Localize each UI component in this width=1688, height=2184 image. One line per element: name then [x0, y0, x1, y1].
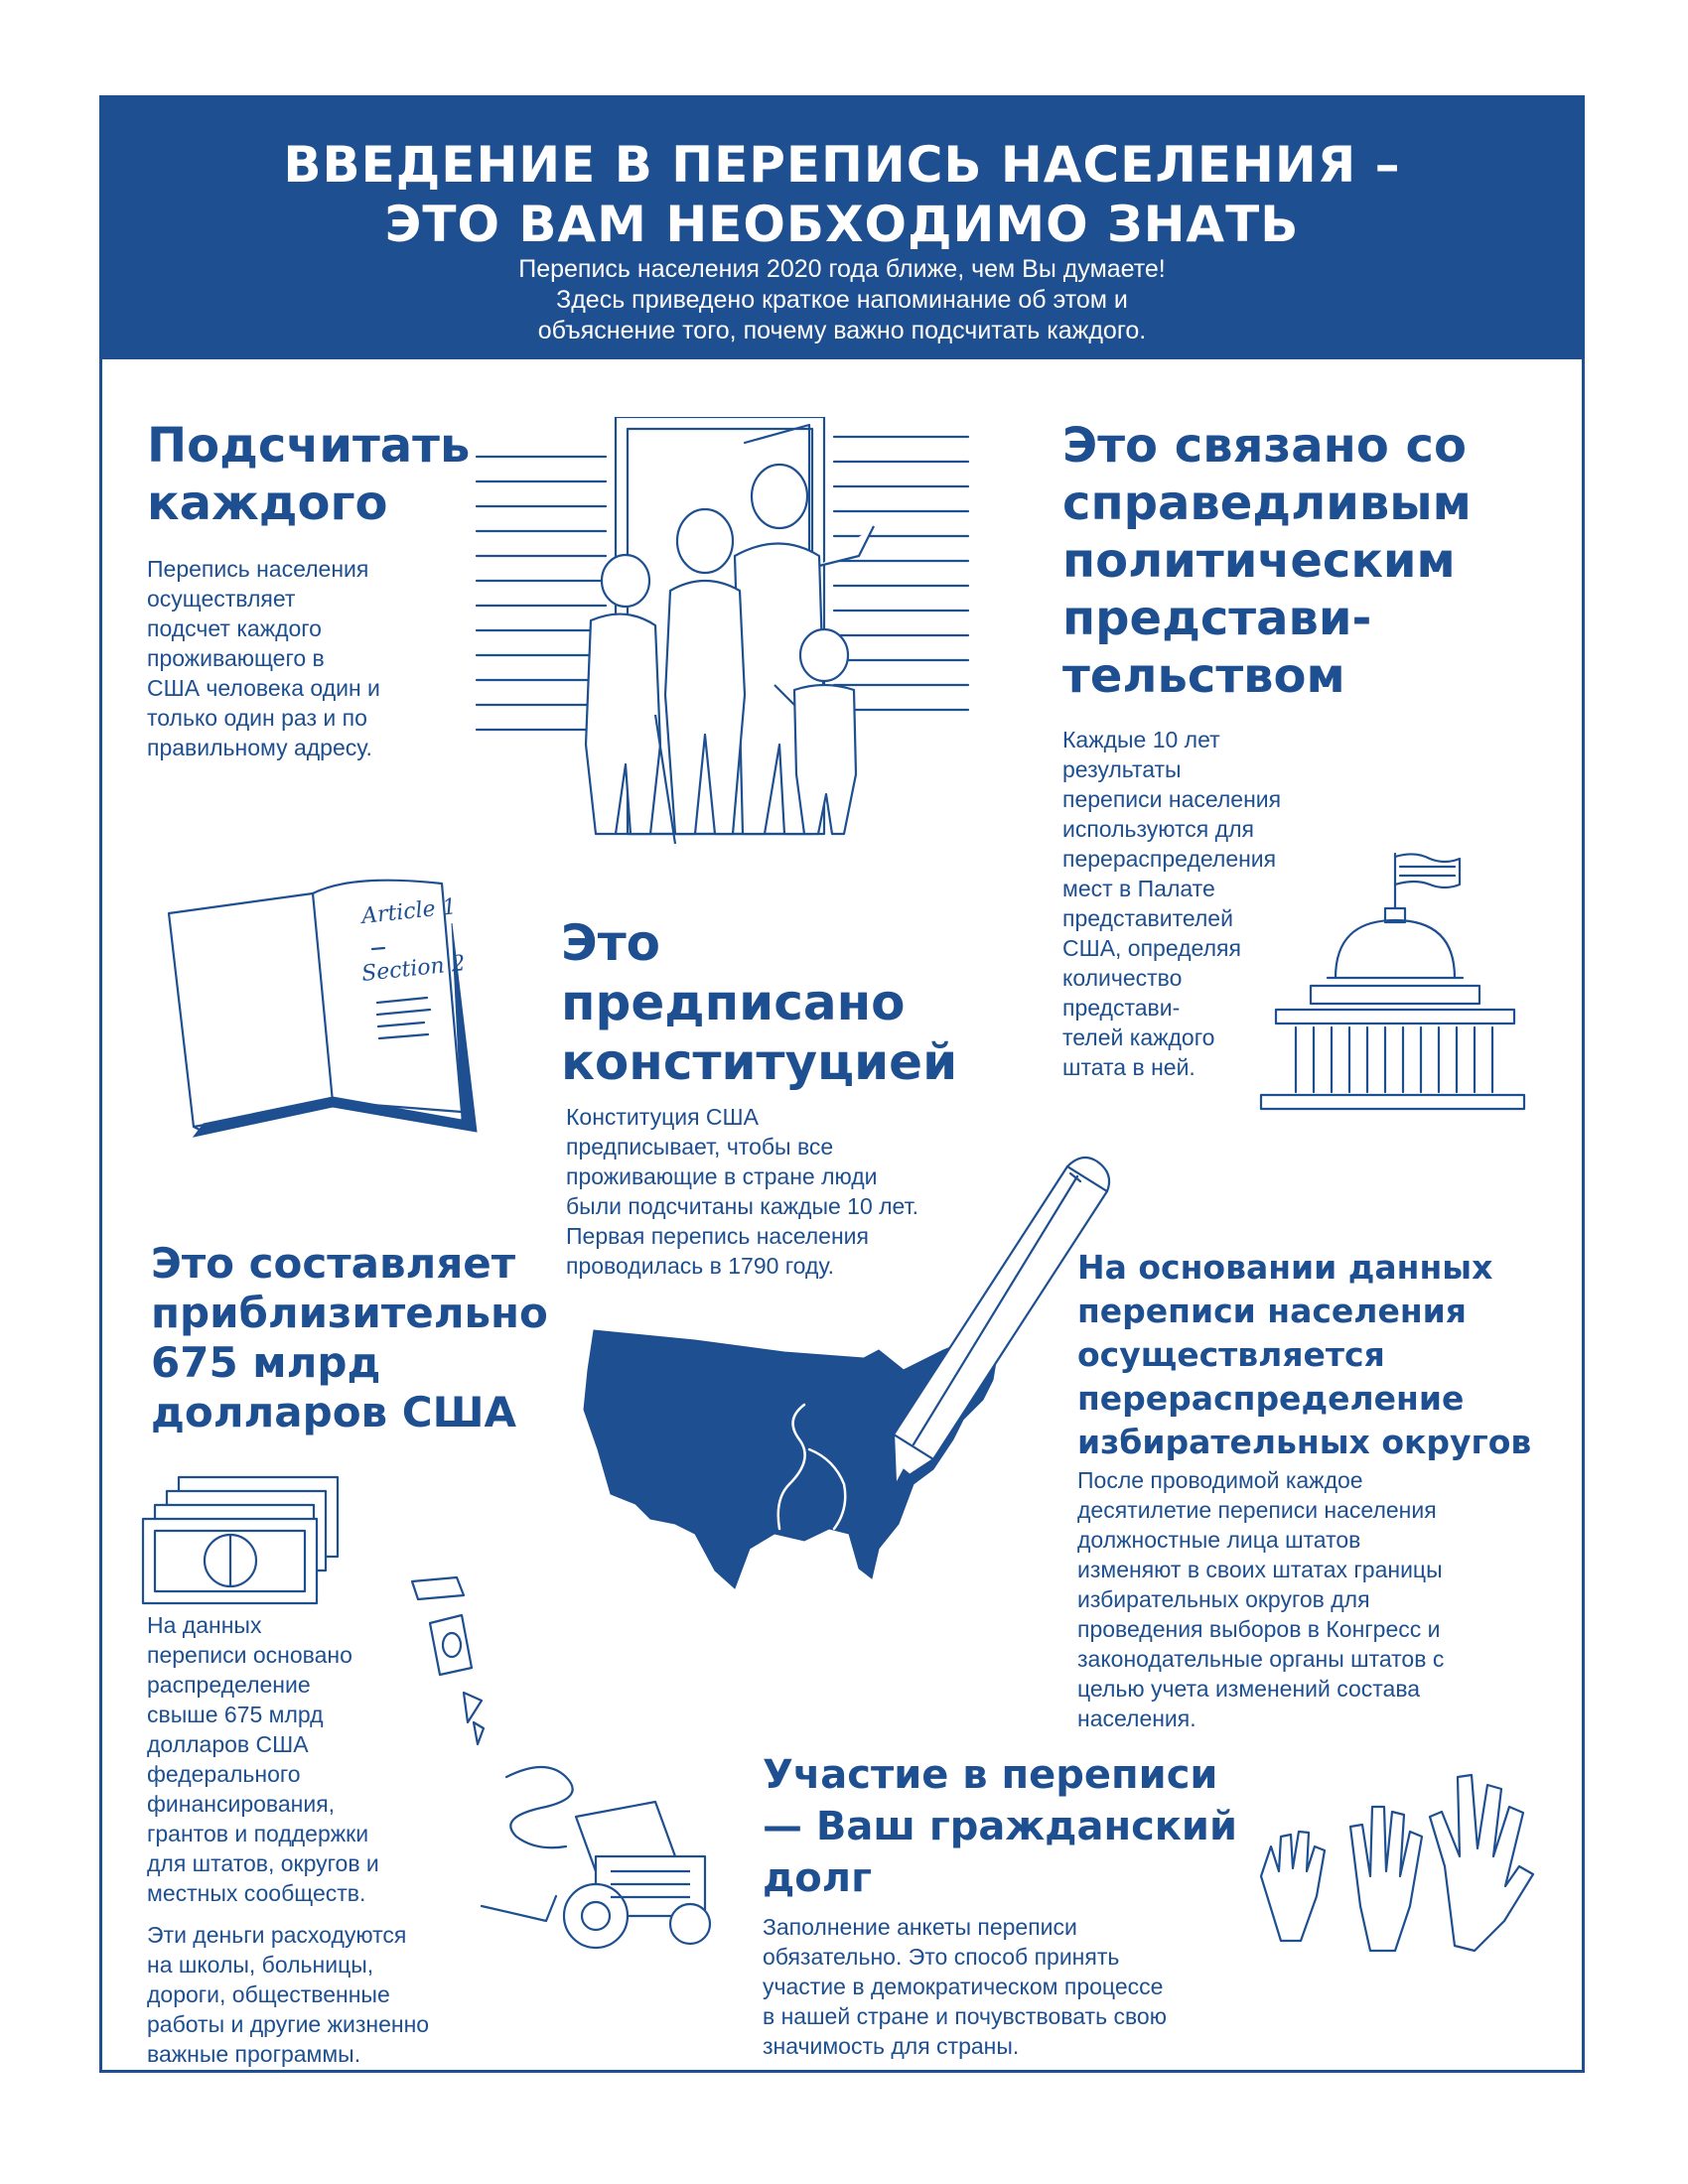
body-line: представи-: [1062, 995, 1181, 1021]
body-line: количество: [1062, 965, 1183, 991]
heading-line: предписано: [561, 974, 906, 1031]
body-line: для штатов, округов и: [147, 1850, 379, 1876]
heading-line: долг: [763, 1855, 872, 1901]
body-line: должностные лица штатов: [1077, 1527, 1361, 1553]
body-line: телей каждого: [1062, 1024, 1215, 1050]
body-line: перераспределения: [1062, 846, 1277, 872]
body-line: используются для: [1062, 816, 1254, 842]
subtitle-line: объяснение того, почему важно подсчитать каждого.: [537, 317, 1147, 344]
body-line: проживающего в: [147, 645, 325, 671]
body-line: дороги, общественные: [147, 1981, 390, 2007]
count-everyone-body: [147, 554, 380, 762]
body-line: представителей: [1062, 905, 1233, 931]
constitution-heading: [561, 913, 957, 1092]
heading-line: приблизительно: [151, 1289, 548, 1337]
redistricting-heading: [1077, 1246, 1531, 1464]
heading-line: каждого: [147, 476, 388, 531]
heading-line: осуществляется: [1077, 1335, 1385, 1374]
body-line: населения.: [1077, 1706, 1196, 1731]
heading-line: избирательных округов: [1077, 1423, 1532, 1461]
body-line: свыше 675 млрд: [147, 1702, 324, 1727]
body-line: Эти деньги расходуются: [147, 1922, 407, 1948]
body-line: изменяют в своих штатах границы: [1077, 1557, 1443, 1582]
page-subtitle: [99, 254, 1585, 346]
body-line: важные программы.: [147, 2041, 361, 2067]
body-line: участие в демократическом процессе: [763, 1974, 1164, 1999]
page-title: [99, 135, 1585, 254]
body-line: проводилась в 1790 году.: [566, 1253, 834, 1279]
heading-line: представи-: [1062, 591, 1372, 646]
body-line: распределение: [147, 1672, 311, 1698]
raised-hands-icon: [1251, 1757, 1549, 1956]
representation-body: [1062, 725, 1281, 1082]
representation-heading: [1062, 417, 1472, 705]
body-line: подсчет каждого: [147, 615, 322, 641]
heading-line: Участие в переписи: [763, 1752, 1218, 1798]
body-line: только один раз и по: [147, 705, 367, 731]
heading-line: На основании данных: [1077, 1248, 1493, 1287]
heading-line: тельством: [1062, 648, 1345, 704]
body-line: были подсчитаны каждые 10 лет.: [566, 1193, 918, 1219]
heading-line: конституцией: [561, 1033, 958, 1091]
body-line: США, определяя: [1062, 935, 1241, 961]
title-line: ВВЕДЕНИЕ В ПЕРЕПИСЬ НАСЕЛЕНИЯ –: [283, 136, 1401, 194]
civic-duty-body: [763, 1912, 1167, 2061]
body-line: местных сообществ.: [147, 1880, 366, 1906]
body-line: обязательно. Это способ принять: [763, 1944, 1120, 1970]
funding-body: [147, 1610, 379, 1908]
body-line: долларов США: [147, 1731, 309, 1757]
body-line: в нашей стране и почувствовать свою: [763, 2003, 1167, 2029]
body-line: на школы, больницы,: [147, 1952, 374, 1978]
heading-line: справедливым: [1062, 476, 1472, 531]
body-line: переписи населения: [1062, 786, 1282, 812]
subtitle-line: Здесь приведено краткое напоминание об этом и: [556, 286, 1128, 314]
body-line: Каждые 10 лет: [1062, 727, 1220, 752]
body-line: осуществляет: [147, 586, 296, 612]
body-line: США человека один и: [147, 675, 380, 701]
heading-line: долларов США: [151, 1388, 516, 1436]
body-line: результаты: [1062, 756, 1182, 782]
body-line: Первая перепись населения: [566, 1223, 869, 1249]
body-line: законодательные органы штатов с: [1077, 1646, 1445, 1672]
body-line: финансирования,: [147, 1791, 336, 1817]
body-line: мест в Палате: [1062, 876, 1215, 901]
book-text-section: Section 2: [360, 951, 467, 987]
civic-duty-heading: [763, 1749, 1237, 1904]
body-line: избирательных округов для: [1077, 1586, 1370, 1612]
body-line: проживающие в стране люди: [566, 1163, 878, 1189]
redistricting-body: [1077, 1465, 1444, 1733]
body-line: Перепись населения: [147, 556, 369, 582]
body-line: После проводимой каждое: [1077, 1467, 1363, 1493]
heading-line: Подсчитать: [147, 418, 471, 474]
heading-line: Это: [561, 914, 661, 972]
heading-line: переписи населения: [1077, 1292, 1467, 1330]
falling-money-icon: [402, 1573, 492, 1747]
family-illustration: [467, 417, 983, 864]
body-line: предписывает, чтобы все: [566, 1134, 834, 1160]
body-line: На данных: [147, 1612, 262, 1638]
body-line: правильному адресу.: [147, 735, 372, 760]
body-line: федерального: [147, 1761, 301, 1787]
book-text-article: Article 1: [360, 894, 458, 929]
body-line: Заполнение анкеты переписи: [763, 1914, 1077, 1940]
funding-body-2: [147, 1920, 429, 2069]
body-line: проведения выборов в Конгресс и: [1077, 1616, 1441, 1642]
heading-line: Это составляет: [151, 1239, 516, 1288]
body-line: значимость для страны.: [763, 2033, 1020, 2059]
body-line: штата в ней.: [1062, 1054, 1196, 1080]
header-banner: [99, 95, 1585, 359]
body-line: грантов и поддержки: [147, 1821, 369, 1846]
heading-line: Это связано со: [1062, 418, 1467, 474]
title-line: ЭТО ВАМ НЕОБХОДИМО ЗНАТЬ: [384, 196, 1300, 253]
body-line: переписи основано: [147, 1642, 352, 1668]
money-icon: [139, 1469, 348, 1608]
capitol-icon: [1256, 849, 1529, 1122]
body-line: работы и другие жизненно: [147, 2011, 430, 2037]
heading-line: политическим: [1062, 533, 1456, 589]
road-roller-icon: [477, 1757, 735, 1956]
heading-line: перераспределение: [1077, 1379, 1465, 1418]
heading-line: — Ваш гражданский: [763, 1804, 1237, 1849]
body-line: Конституция США: [566, 1104, 759, 1130]
body-line: десятилетие переписи населения: [1077, 1497, 1437, 1523]
constitution-body: [566, 1102, 918, 1281]
funding-heading: [151, 1239, 548, 1437]
body-line: целью учета изменений состава: [1077, 1676, 1421, 1702]
book-icon: [164, 854, 492, 1161]
count-everyone-heading: [147, 417, 470, 532]
subtitle-line: Перепись населения 2020 года ближе, чем Вы думаете!: [518, 255, 1166, 283]
heading-line: 675 млрд: [151, 1338, 381, 1387]
